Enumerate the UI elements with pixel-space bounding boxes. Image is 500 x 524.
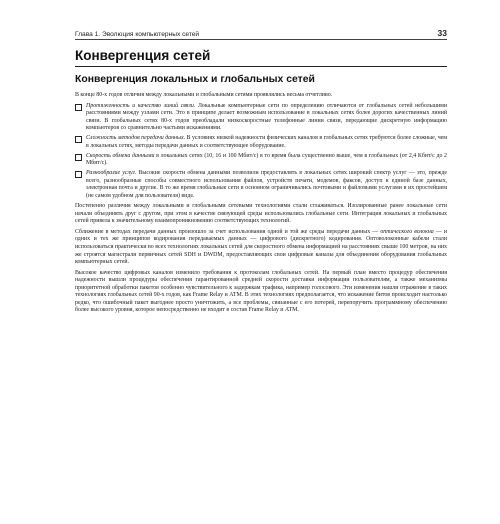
checkbox-bullet-icon — [75, 154, 82, 161]
list-item — [75, 170, 447, 200]
checkbox-bullet-icon — [75, 171, 82, 178]
list-item-body: В условиях низкой надежности физических каналов в глобальных сетях требуются более сложные, чем в локальных сетях, методы передачи данных и соответствующее оборудование. — [86, 135, 447, 149]
list-item-body: Локальные компьютерные сети по определению отличаются от глобальных сетей небольшими расстояниями между узлами сети. Это в принципе делает возможным использование в локальных сетях более дорогих качественных линий связи. В глобальных сетях 80-х годов преобладали низкоскоростные телефонные линии связи, передающие дискретную информацию компьютеров со сравнительно частыми искажениями. — [86, 102, 447, 132]
list-item — [75, 135, 447, 150]
list-item-text — [86, 135, 447, 150]
page-number: 33 — [437, 28, 447, 38]
book-page — [0, 24, 500, 524]
running-header — [75, 24, 447, 40]
list-item-term: Разнообразие услуг. — [86, 170, 137, 177]
list-item-term: Протяженность и качество линий связи. — [86, 102, 196, 109]
checkbox-bullet-icon — [75, 104, 82, 111]
list-item-text — [86, 170, 447, 200]
list-item — [75, 153, 447, 168]
list-item-body: в локальных сетях (10, 16 и 100 Мбит/с) в то время была существенно выше, чем в глобальных (от 2,4 Кбит/с до 2 Мбит/с). — [86, 152, 447, 167]
differences-list — [75, 103, 447, 201]
list-item — [75, 103, 447, 133]
fiber-text-end: — и одних и тех же принципов кодирования передаваемых данных — цифрового (дискретного) кодирования. Оптоволоконные кабели стали использоваться практически во всех технологиях локальных сетей для скоростного обмена информацией на расстояниях свыше 100 метров, на них же строятся магистрали первичных сетей SDH и DWDM, предоставляющих свои цифровые каналы для объединения оборудования глобальных компьютерных сетей. — [75, 228, 448, 266]
body-paragraph-digital-channels: Высокое качество цифровых каналов изменило требования к протоколам глобальных сетей. На первый план вместо процедур обеспечения надежности вышли процедуры обеспечения гарантированной средней скорости доставки информации пользователям, а также механизмы приоритетной обработки пакетов особенно чувствительного к задержкам трафика, например голосового. Эти изменения нашли отражение в таких технологиях глобальных сетей 90-х годов, как Frame Relay и ATM. В этих технологиях предполагается, что искажение битов происходит настолько редко, что ошибочный пакет выгоднее просто уничтожить, а все проблемы, связанные с его потерей, перепоручить программному обеспечению более высокого уровня, которое непосредственно не входит в состав Frame Relay и ATM. — [75, 269, 447, 314]
fiber-text-start: Сближение в методах передачи данных произошло за счет использования одной и той же среды передачи данных — — [75, 228, 381, 235]
chapter-title: Глава 1. Эволюция компьютерных сетей — [75, 31, 200, 38]
section-title: Конвергенция сетей — [75, 48, 211, 63]
subsection-title: Конвергенция локальных и глобальных сетей — [75, 74, 315, 85]
list-item-text — [86, 153, 447, 168]
list-item-body: Высокие скорости обмена данными позволили предоставлять в локальных сетях широкий спектр услуг — это, прежде всего, разнообразные способы совместного использования файлов, устройств печати, модемов, факсов, доступ к единой базе данных, электронная почта и другие. В то же время глобальные сети в основном ограничивались почтовыми и файловыми услугами в их простейшем (не самом удобном для пользователя) виде. — [86, 170, 447, 199]
section-rule — [75, 66, 447, 67]
intro-paragraph: В конце 80-х годов отличия между локальными и глобальными сетями проявлялись весьма отчетливо. — [75, 92, 333, 98]
body-paragraph-fiber — [75, 229, 447, 267]
list-item-term: Сложность методов передачи данных. — [86, 135, 186, 142]
body-paragraph-convergence: Постепенно различия между локальными и глобальными сетевыми технологиями стали сглаживаться. Изолированные ранее локальные сети начали объединять друг с другом, при этом в качестве связующей среды использовались глобальные сети. Интеграция локальных и глобальных сетей привела к значительному взаимопроникновению соответствующих технологий. — [75, 203, 447, 225]
list-item-text — [86, 103, 447, 133]
checkbox-bullet-icon — [75, 136, 82, 143]
fiber-emphasis: оптического волокна — [380, 228, 434, 235]
list-item-term: Скорость обмена данными — [86, 152, 155, 159]
